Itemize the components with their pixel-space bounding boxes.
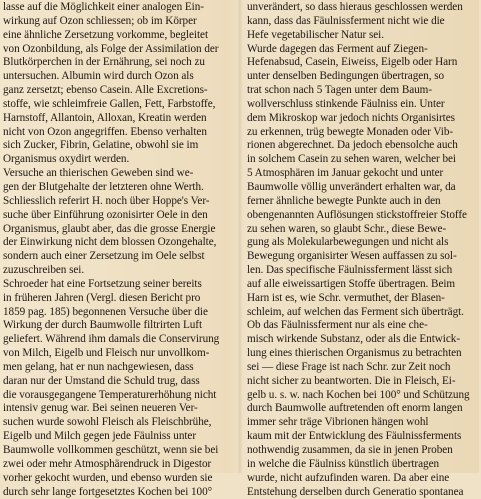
- text-line: zuzuschreiben sei.: [3, 264, 85, 277]
- text-line: zu sehen waren, so glaubt Schr., diese Bewe-: [247, 222, 447, 235]
- text-line: zu erkennen, trüg bewegte Monaden oder Vib-: [247, 125, 454, 138]
- text-line: gelb u. s. w. nach Kochen bei 100° und Schützung: [247, 388, 470, 401]
- text-line: misch wirkende Substanz, oder als die Entwick-: [247, 333, 461, 346]
- text-line: zwei oder mehr Atmosphärendruck in Digestor: [3, 457, 212, 470]
- text-line: Eigelb und Milch gegen jede Fäulniss unter: [3, 430, 197, 443]
- text-line: obengenannten Auflösungen stickstoffreier Stoffe: [247, 208, 467, 221]
- text-line: Bewegung organisirter Wesen auffassen zu sol-: [247, 250, 457, 263]
- text-line: kaum mit der Entwicklung des Fäulnissferments: [247, 430, 462, 443]
- text-line: Organismus, glaubt aber, das die grosse Energie: [3, 222, 216, 235]
- text-line: Harn ist es, wie Schr. vermuthet, der Blasen-: [247, 291, 445, 304]
- text-line: men gelang, hat er nun nachgewiesen, dass: [3, 360, 194, 373]
- text-line: 5 Atmosphären im Januar gekocht und unter: [247, 167, 444, 180]
- text-line: schleim, auf welchen das Ferment sich überträgt.: [247, 305, 464, 318]
- text-line: unter denselben Bedingungen übertragen, so: [247, 70, 445, 83]
- text-line: gung als Molekularbewegungen und nicht als: [247, 236, 449, 249]
- text-line: sondern auch einer Zersetzung im Oele selbst: [3, 250, 205, 263]
- text-line: sei — diese Frage ist nach Schr. zur Zeit noch: [247, 360, 451, 373]
- text-line: daran nur der Umstand die Schuld trug, dass: [3, 374, 200, 387]
- text-line: in welche die Fäulniss künstlich übertragen: [247, 457, 440, 470]
- text-line: nicht sicher zu beantworten. Die in Fleisch, Ei-: [247, 374, 456, 387]
- text-line: Entstehung derselben durch Generatio spontanea: [247, 485, 464, 498]
- text-line: kann, dass das Fäulnissferment nicht wie die: [247, 14, 445, 27]
- text-line: nicht von Ozon angegriffen. Ebenso verhalten: [3, 125, 207, 138]
- text-line: trat schon nach 5 Tagen unter dem Baum-: [247, 84, 433, 97]
- text-line: in früheren Jahren (Vergl. diesen Bericht pro: [3, 291, 201, 304]
- text-line: rionen abgerechnet. Da jedoch ebensolche auch: [247, 139, 458, 152]
- text-line: in solchem Casein zu sehen waren, welcher bei: [247, 153, 456, 166]
- text-line: immer sehr träge Vibrionen hängen wohl: [247, 416, 429, 429]
- text-line: stoffe, wie schleimfreie Gallen, Fett, Farbstoffe,: [3, 97, 216, 110]
- text-line: durch sehr lange fortgesetztes Kochen bei 100°: [3, 485, 213, 498]
- text-line: der Einwirkung nicht dem blossen Ozongehalte,: [3, 236, 217, 249]
- text-line: 1859 pag. 185) begonnenen Versuche über die: [3, 305, 208, 318]
- column-gutter: [238, 0, 242, 473]
- text-line: sich Zucker, Fibrin, Gelatine, obwohl sie im: [3, 139, 199, 152]
- text-line: geliefert. Während ihm damals die Conservirung: [3, 333, 220, 346]
- text-line: gen der Blutgehalte der letzteren ohne Werth.: [3, 180, 204, 193]
- text-line: durch Baumwolle auftretenden oft enorm langen: [247, 402, 463, 415]
- text-line: Ob das Fäulnissferment nur als eine che-: [247, 319, 428, 332]
- text-line: Baumwolle vollkommen geschützt, wenn sie bei: [3, 444, 219, 456]
- text-line: unverändert, so dass hieraus geschlossen werden: [247, 1, 463, 13]
- text-line: Schliesslich referirt H. noch über Hoppe's Ver-: [3, 194, 210, 207]
- text-line: wollverschluss stinkende Fäulniss ein. Unter: [247, 97, 445, 110]
- text-line: eine ähnliche Zersetzung vorkomme, begleitet: [3, 28, 208, 41]
- text-line: suche über Einführung ozonisirter Oele in den: [3, 208, 208, 221]
- text-line: wirkung auf Ozon schliessen; ob im Körper: [3, 14, 197, 27]
- text-line: wurde, nicht aufzufinden waren. Da aber eine: [247, 471, 450, 484]
- text-line: Wurde dagegen das Ferment auf Ziegen-: [247, 42, 428, 55]
- text-line: von Ozonbildung, als Folge der Assimilation der: [3, 42, 219, 55]
- text-line: intensiv genug war. Bei seinen neueren Ver-: [3, 402, 198, 415]
- text-line: die vorausgegangene Temperaturerhöhung nicht: [3, 388, 217, 401]
- text-line: dem Mikroskop war jedoch nichts Organisirtes: [247, 111, 455, 124]
- text-line: lung eines thierischen Organismus zu betrachten: [247, 347, 462, 360]
- text-line: nothwendig zusammen, da sie in jenen Proben: [247, 444, 453, 456]
- text-line: ferner ähnliche bewegte Punkte auch in den: [247, 194, 441, 207]
- text-line: von Milch, Eigelb und Fleisch nur unvollkom-: [3, 347, 210, 360]
- text-line: Organismus oxydirt werden.: [3, 153, 130, 166]
- text-line: ganz zersetzt; ebenso Casein. Alle Excretions-: [3, 84, 208, 97]
- text-line: Hefe vegetabilischer Natur sei.: [247, 28, 384, 41]
- text-line: auf alle eiweissartigen Stoffe übertragen. Beim: [247, 277, 456, 290]
- text-line: lasse auf die Möglichkeit einer analogen Ein-: [3, 1, 204, 13]
- text-line: Blutkörperchen in der Ernährung, sei noch zu: [3, 56, 205, 69]
- text-line: Schroeder hat eine Fortsetzung seiner bereits: [3, 277, 202, 290]
- text-line: Hefenabsud, Casein, Eiweiss, Eigelb oder Harn: [247, 56, 458, 69]
- text-line: untersuchen. Albumin wird durch Ozon als: [3, 70, 194, 83]
- text-line: Harnstoff, Allantoin, Alloxan, Kreatin werden: [3, 111, 207, 124]
- right-text-column: [247, 1, 481, 499]
- text-line: len. Das specifische Fäulnissferment lässt sich: [247, 264, 453, 277]
- text-line: vorher gekocht wurden, und ebenso wurden sie: [3, 471, 213, 484]
- text-line: Versuche an thierischen Geweben sind we-: [3, 167, 194, 180]
- text-line: suchen wurde sowohl Fleisch als Fleischbrühe,: [3, 416, 212, 429]
- text-line: Baumwolle völlig unverändert erhalten war, da: [247, 180, 456, 193]
- left-text-column: [3, 1, 234, 499]
- text-line: Wirkung der durch Baumwolle filtrirten Luft: [3, 319, 203, 332]
